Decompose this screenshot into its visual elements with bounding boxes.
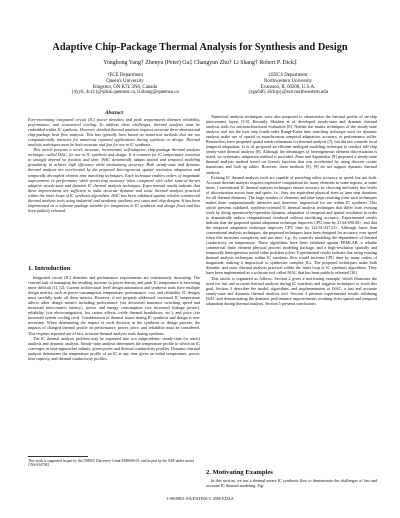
footnote-rule <box>28 456 88 457</box>
footnote: This work is supported in part by the NSERC Discovery Grant #388694-01, and in part by the NSF under award CNS-0347941. <box>28 459 194 468</box>
page-footer: 3-9810801-0-8/DATE06 © 2006 EDAA <box>166 496 234 501</box>
affiliation-institution: Queen's University <box>106 78 144 84</box>
introduction-body <box>28 275 200 453</box>
affiliation-queens <box>40 73 210 96</box>
motivating-body <box>206 478 377 489</box>
affiliation-address: Kingston, ON K7L 3N6, Canada <box>92 84 158 90</box>
body-paragraph: Integrated circuit (IC) densities and performance requirements are continuously increasing. The conceal task of managing the resulting increase in power density and peak IC temperature is becoming more difficult [1], [2]. Current architectural level design automation and synthesis tools have multiple design metrics, such as power consumption, temperature, performance, cost, and reliability. IC designs must carefully trade off these metrics. However, if not properly addressed, increased IC temperature affects other design metrics including performance (via decreased transistor switching speed and increased interconnect latency), power and energy consumption (via increased leakage power), reliability (via electromigration, hot carrier effects, oxide thermal breakdown, etc.), and price (via increased system cooling cost). Consideration of thermal issues during IC synthesis and design is now necessary. When determining the impact of each decision in the synthesis or design process, the impacts of changed thermal profile on performance, power, price, and reliability must be considered. This requires repeated use of fast, accurate thermal analysis tools during synthesis. <box>28 275 200 336</box>
body-paragraph: The IC thermal analysis problem may be separated into two subproblems: steady-state (or static) analysis and dynamic analysis. Steady-state analysis determines the temperature profile to which an IC converges as time approaches infinity, given power and thermal conductivity profiles. Dynamic thermal analysis determines the temperature profile of an IC at any time given an initial temperature, power, heat capacity, and thermal conductivity profiles. <box>28 335 200 361</box>
body-paragraph: Numerical analysis techniques were also proposed to characterize the thermal profile of on-chip interconnect layers [3-5]. Recently, Skadron et al. developed steady-state and dynamic thermal analysis tools for microarchitectural evaluation [6]. Neither the matrix techniques of the steady-state analysis tool nor the lock step fourth-order Runge-Kutta time marching technique used for dynamic analysis make use of spatial or asynchronous temporal adaptation, accuracy or performance suffer. Researchers have proposed spatial mesh refinement for thermal analysis [7], but did not consider local temporal adaptation. Li et al. proposed an efficient multigrid modeling technique to conduct full-chip steady-state thermal analysis [8]. Although the advantages of heterogeneous element discretization is noted, no systematic adaptation method is provided. Zhan and Sapatnekar [9] proposed a steady-state thermal analysis method based on Green's function that was accelerated by using discrete cosine transforms and look up tables. However, these methods [8], [9] do not support dynamic thermal analysis. <box>206 114 377 175</box>
body-paragraph: In this section, we use a thermal-aware IC synthesis flow to demonstrate the challenges of fast and accurate IC thermal modeling. Fig- <box>206 478 377 489</box>
author-list: Yonghong Yang† Zhenyu (Peter) Gu‡ Changyun Zhu† Li Shang† Robert P. Dick‡ <box>103 60 297 66</box>
affiliation-dept: †ECE Department <box>107 73 143 78</box>
affiliation-address: Evanston, IL 60208, U.S.A. <box>260 84 316 90</box>
abstract-paragraph: This article presents a novel, accurate, incremental, self-adaptive, chip-package thermal analysis technique, called ISAC, for use in IC synthesis and design. It is common for IC temperature variation to strongly depend on position and time. ISAC dynamically adapts spatial and temporal modeling granularity to achieve high efficiency while maintaining accuracy. Both steady-state and dynamic thermal analysis are accelerated by the proposed heterogeneous spatial resolution adaptation and temporally decoupled element time marching techniques. Each technique enables orders of magnitude improvement in performance while preserving accuracy when compared with other state-of-the-art adaptive steady-state and dynamic IC thermal analysis techniques. Experimental results indicate that these improvements are sufficient to make accurate dynamic and static thermal analysis practical within the inner loops of IC synthesis algorithms. ISAC has been validated against reliable commercial thermal analysis tools using industrial and academic synthesis test cases and chip designs. It has been implemented as a software package suitable for integration in IC synthesis and design flows and has been publicly released. <box>28 147 200 213</box>
affiliation-dept: ‡EECS Department <box>268 73 308 78</box>
affiliation-northwestern <box>198 73 378 96</box>
abstract-body <box>28 117 200 261</box>
abstract-heading: Abstract <box>105 110 123 116</box>
body-paragraph: This article is organized as follows. Section 2 gives a motivating example, which illustrates the need for fast and accurate thermal analysis during IC synthesis and suggests techniques to reach this goal. Section 3 describes the model, algorithms, and implementation of ISAC, a fast and accurate steady-state and dynamic thermal analysis tool. Section 4 presents experimental results validating ISAC and demonstrating the dramatic performance improvements resulting from spatial and temporal adaptation during thermal analysis. Section 5 presents conclusions. <box>206 275 377 306</box>
affiliation-institution: Northwestern University <box>263 78 313 84</box>
introduction-heading: 1. Introduction <box>28 265 71 272</box>
paper-title: Adaptive Chip-Package Thermal Analysis for Synthesis and Design <box>52 42 348 53</box>
abstract-paragraph: Ever-increasing integrated circuit (IC) power densities and peak temperatures threaten reliability, performance, and economical cooling. To address these challenges, thermal analysis must be embedded within IC synthesis. However, detailed thermal analysis requires accurate three-dimensional chip-package heat flow analysis. This has typically been based on numerical methods that are too computationally intensive for numerous repeated applications during synthesis or design. Thermal analysis techniques must be both accurate and fast for use in IC synthesis. <box>28 117 200 148</box>
body-paragraph: Existing IC thermal analysis tools are capable of providing either accuracy or speed, but not both. Accurate thermal analysis requires expensive computation for many elements in some regions, at some times. Conventional IC thermal analysis techniques ensure accuracy by choosing uniformly fine levels of discretization across time and space, i.e., they use equivalent physical sizes or time step durations for all thermal elements. The large number of elements and time steps resulting from such techniques makes them computationally intensive and, therefore, impractical for use within IC synthesis. This article presents validated, synthesis-oriented IC thermal analysis techniques that differ from existing work by doing operation-by-operation dynamic adaptation of temporal and spatial resolution in order to dramatically reduce computational overhead without sacrificing accuracy. Experimental results indicate that the proposed spatial adaptation technique improves CPU time by 21.64-690.00×, and that the temporal adaptation technique improves CPU time by 122.81-337.23×. Although faster than conventional analysis techniques, the proposed techniques have been designed for accuracy over speed when this increases complexity and run time, e.g., by correctly modeling the dependence of thermal conductivity on temperature. These algorithms have been validated against FEMLAB, a reliable commercial finite element physical process modeling package, and a high-resolution spatially and temporally homogeneous initial value problem solver. Experimental results indicate that using existing thermal analysis techniques within IC synthesis flow would increase CPU time by many orders of magnitude, making it impractical to synthesize complex ICs. The proposed techniques make both dynamic and static thermal analysis practical within the inner loop of IC synthesis algorithms. They have been implemented as a software tool called ISAC that has been publicly released [10]. <box>206 174 377 276</box>
affiliation-emails: {zgu646, dickrp}@ece.northwestern.edu <box>247 90 329 96</box>
affiliation-emails: {4yy6, 4cz1}@qlink.queensu.ca, li.shang@queensu.ca <box>71 90 179 96</box>
motivating-heading: 2. Motivating Examples <box>206 469 273 476</box>
right-column-body <box>206 114 377 466</box>
